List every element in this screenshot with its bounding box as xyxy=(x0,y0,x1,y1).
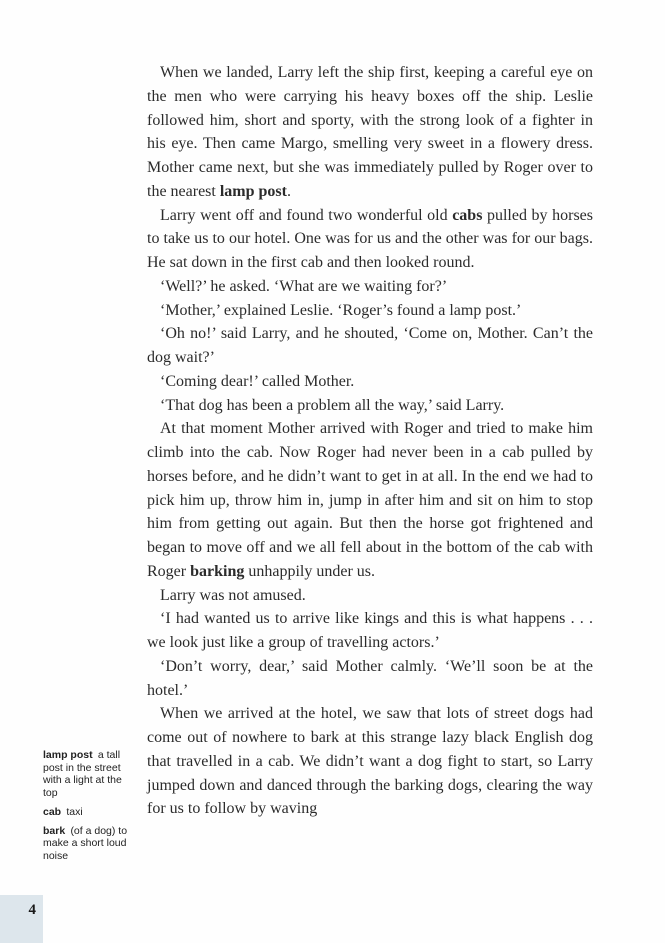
story-paragraph xyxy=(147,702,593,821)
story-run: ‘Well?’ he asked. ‘What are we waiting for?’ xyxy=(160,277,448,295)
story-run: ‘I had wanted us to arrive like kings and this is what happens . . . we look just like a group of travelling actors.’ xyxy=(147,610,593,651)
story-run: When we landed, Larry left the ship first, keeping a careful eye on the men who were carrying his heavy boxes off the ship. Leslie followed him, short and sporty, with the strong look of a fighter in his eye. Then came Margo, smelling very sweet in a flowery dress. Mother came next, but she was immediately pulled by Roger over to the nearest xyxy=(147,64,593,200)
story-run: ‘Oh no!’ said Larry, and he shouted, ‘Come on, Mother. Can’t the dog wait?’ xyxy=(147,325,593,366)
story-paragraph xyxy=(147,204,593,275)
glossary-entry: bark (of a dog) to make a short loud noise xyxy=(43,824,128,862)
story-paragraph xyxy=(147,370,593,394)
story-run: Larry went off and found two wonderful old xyxy=(160,206,453,224)
story-paragraph xyxy=(147,394,593,418)
glossed-word: lamp post xyxy=(219,182,287,200)
story-paragraph xyxy=(147,655,593,703)
glossed-word: cabs xyxy=(452,206,483,224)
story-run: ‘Don’t worry, dear,’ said Mother calmly. ‘We’ll soon be at the hotel.’ xyxy=(147,657,593,699)
glossary-term: lamp post xyxy=(43,749,93,761)
story-run: pulled by horses to take us to our hotel. One was for us and the other was for our bags. He sat down in the first cab and then looked round. xyxy=(147,206,594,271)
margin-glossary xyxy=(43,749,135,869)
story-paragraph xyxy=(147,275,593,299)
story-run: When we arrived at the hotel, we saw that lots of street dogs had come out of nowhere to bark at this strange lazy black English dog that travelled in a cab. We didn’t want a dog fight to start, so Larry jumped down and danced through the barking dogs, clearing the way for us to follow by waving xyxy=(147,705,593,818)
story-paragraph xyxy=(147,299,593,323)
story-paragraph xyxy=(147,322,593,370)
glossary-entry: lamp post a tall post in the street with a light at the top xyxy=(43,749,122,800)
glossary-entry: cab taxi xyxy=(43,805,83,818)
glossed-word: barking xyxy=(190,562,245,580)
glossary-term: cab xyxy=(43,805,62,818)
story-text xyxy=(147,61,593,821)
page-number: 4 xyxy=(28,902,36,918)
story-run: ‘That dog has been a problem all the way,’ said Larry. xyxy=(160,396,505,414)
story-run: unhappily under us. xyxy=(244,562,376,580)
story-run: . xyxy=(286,182,291,200)
story-run: ‘Mother,’ explained Leslie. ‘Roger’s found a lamp post.’ xyxy=(160,301,522,319)
story-paragraph xyxy=(147,607,593,655)
story-run: ‘Coming dear!’ called Mother. xyxy=(160,372,355,390)
story-paragraph xyxy=(147,584,593,608)
story-paragraph xyxy=(147,61,593,204)
story-run: Larry was not amused. xyxy=(160,586,306,604)
story-run: At that moment Mother arrived with Roger and tried to make him climb into the cab. Now Roger had never been in a cab pulled by horses before, and he didn’t want to get in at all. In the end we had to pick him up, throw him in, jump in after him and sit on him to stop him from getting out again. But then the horse got frightened and began to move off and we all fell about in the bottom of the cab with Roger xyxy=(147,420,593,580)
page-number-box xyxy=(0,895,43,943)
glossary-term: bark xyxy=(43,824,66,837)
story-paragraph xyxy=(147,417,593,583)
